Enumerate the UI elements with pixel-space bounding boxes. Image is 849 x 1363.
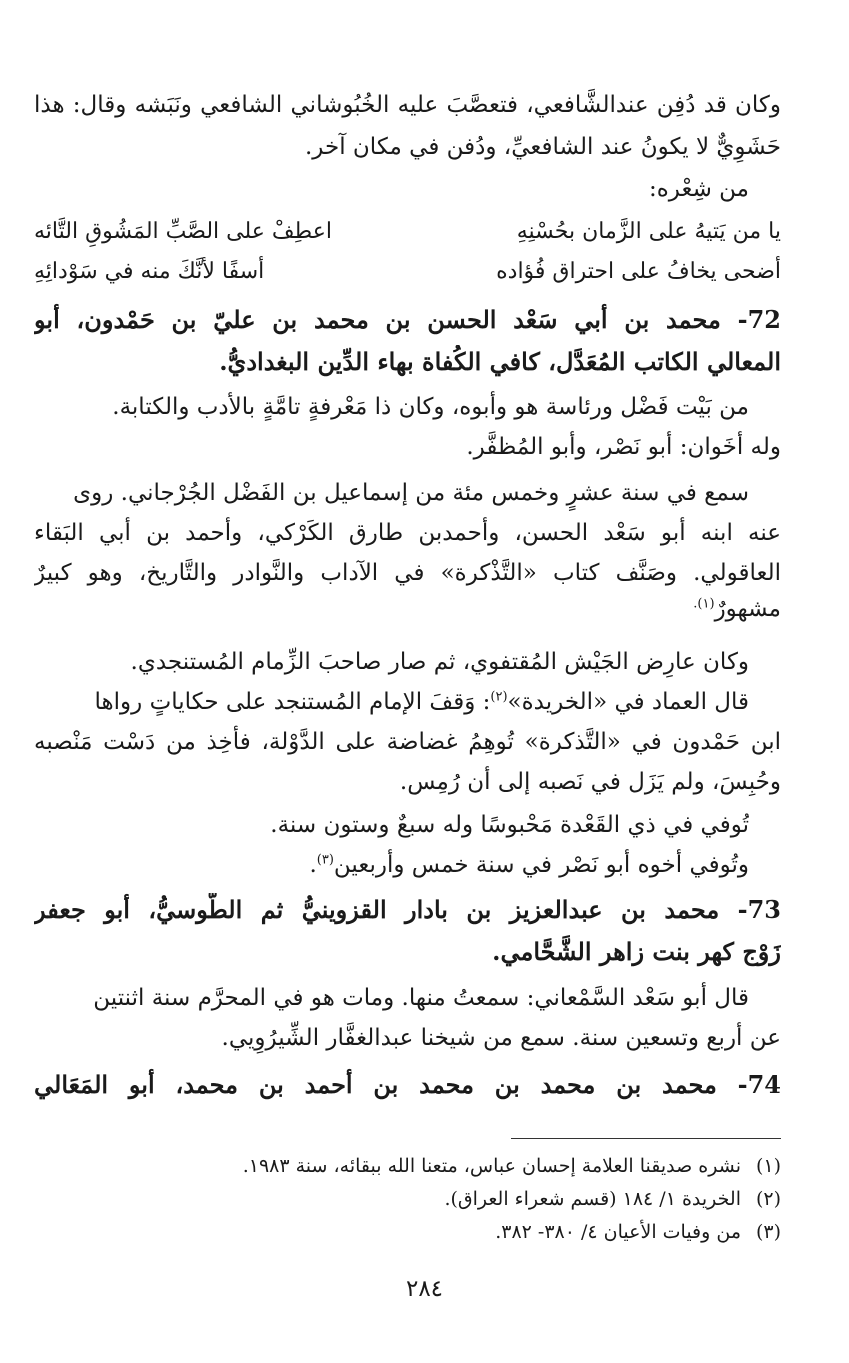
poem-verse-1-second: اعطِفْ على الصَّبِّ المَشُوقِ التَّائه bbox=[34, 219, 332, 244]
text-line: وتُوفي أخوه أبو نَصْر في سنة خمس وأربعين$^{(٣)}$. bbox=[309, 852, 749, 878]
footnote-number: (٣) bbox=[755, 1221, 781, 1243]
entry-heading-72: 72- محمد بن أبي سَعْد الحسن بن محمد بن عليّ بن حَمْدون، أبو bbox=[34, 305, 781, 334]
text-line: وله أخَوان: أبو نَصْر، وأبو المُظفَّر. bbox=[466, 434, 781, 460]
text-line: عن أربع وتسعين سنة. سمع من شيخنا عبدالغفَّار الشِّيرُوِيي. bbox=[221, 1025, 781, 1051]
entry-heading-72-cont: المعالي الكاتب المُعَدَّل، كافي الكُفاة بهاء الدِّين البغداديُّ. bbox=[219, 347, 781, 376]
text-line: مشهورٌ$^{(١).}$ bbox=[693, 596, 781, 622]
footnote-ref-2: (٢) bbox=[490, 689, 508, 705]
poem-verse-1-first: يا من يَتيهُ على الزَّمان بحُسْنِهِ bbox=[516, 219, 781, 244]
footnote-text: من وفيات الأعيان ٤/ ٣٨٠- ٣٨٢. bbox=[495, 1221, 741, 1243]
text-line: ابن حَمْدون في «التَّذكرة» تُوهِمُ غضاضة على الدَّوْلة، فأخِذ من دَسْت مَنْصبه bbox=[34, 729, 781, 755]
text-line: وكان عارِض الجَيْش المُقتفوي، ثم صار صاحبَ الزِّمام المُستنجدي. bbox=[130, 649, 749, 675]
footnote-ref-1: (١). bbox=[693, 596, 715, 612]
text-line: وكان قد دُفِن عندالشَّافعي، فتعصَّبَ عليه الخُبُوشاني الشافعي ونَبَشه وقال: هذا bbox=[34, 92, 781, 118]
footnote-separator bbox=[511, 1138, 781, 1139]
entry-heading-73-cont: زَوْج كهر بنت زاهر الشَّحَّامي. bbox=[492, 937, 781, 966]
text-line: قال أبو سَعْد السَّمْعاني: سمعتُ منها. ومات هو في المحرَّم سنة اثنتين bbox=[93, 985, 749, 1011]
text-line: سمع في سنة عشرٍ وخمس مئة من إسماعيل بن الفَضْل الجُرْجاني. روى bbox=[73, 480, 749, 506]
text-line: عنه ابنه أبو سَعْد الحسن، وأحمدبن طارق الكَرْكي، وأحمد بن أبي البَقاء bbox=[34, 520, 781, 546]
text-line: وحُبِسَ، ولم يَزَل في نَصبه إلى أن رُمِس. bbox=[399, 769, 781, 795]
footnote-2 bbox=[150, 1186, 781, 1212]
footnote-number: (٢) bbox=[755, 1188, 781, 1210]
entry-heading-74: 74- محمد بن محمد بن محمد بن أحمد بن محمد، أبو المَعَالي bbox=[34, 1070, 781, 1099]
footnote-text: الخريدة ١/ ١٨٤ (قسم شعراء العراق). bbox=[444, 1188, 741, 1210]
footnote-1 bbox=[150, 1153, 781, 1179]
footnote-text: نشره صديقنا العلامة إحسان عباس، متعنا الله ببقائه، سنة ١٩٨٣. bbox=[242, 1155, 741, 1177]
poem-verse-2-second: أسفًا لأنَّكَ منه في سَوْدائِهِ bbox=[34, 259, 265, 284]
footnote-number: (١) bbox=[755, 1155, 781, 1177]
footnote-ref-3: (٣) bbox=[316, 852, 334, 868]
text-line: قال العماد في «الخريدة»$^{(٢)}$: وَقفَ الإمام المُستنجد على حكاياتٍ رواها bbox=[94, 689, 749, 715]
entry-heading-73: 73- محمد بن عبدالعزيز بن بادار القزوينيُّ ثم الطُّوسيُّ، أبو جعفر bbox=[34, 895, 781, 924]
text-line: العاقولي. وصَنَّف كتاب «التَّذْكرة» في الآداب والنَّوادر والتَّاريخ، وهو كبيرٌ bbox=[34, 560, 781, 586]
poem-verse-2-first: أضحى يخافُ على احتراق فُؤاده bbox=[496, 259, 781, 284]
text-line: من بَيْت فَضْل ورئاسة هو وأبوه، وكان ذا مَعْرفةٍ تامَّةٍ بالأدب والكتابة. bbox=[112, 394, 749, 420]
page-number: ٢٨٤ bbox=[405, 1276, 444, 1302]
text-line: تُوفي في ذي القَعْدة مَحْبوسًا وله سبعٌ وستون سنة. bbox=[270, 812, 749, 838]
footnote-3 bbox=[150, 1219, 781, 1245]
text-line: حَشَوِيٌّ لا يكونُ عند الشافعيِّ، ودُفن في مكان آخر. bbox=[305, 134, 781, 160]
text-line: من شِعْره: bbox=[649, 176, 749, 202]
